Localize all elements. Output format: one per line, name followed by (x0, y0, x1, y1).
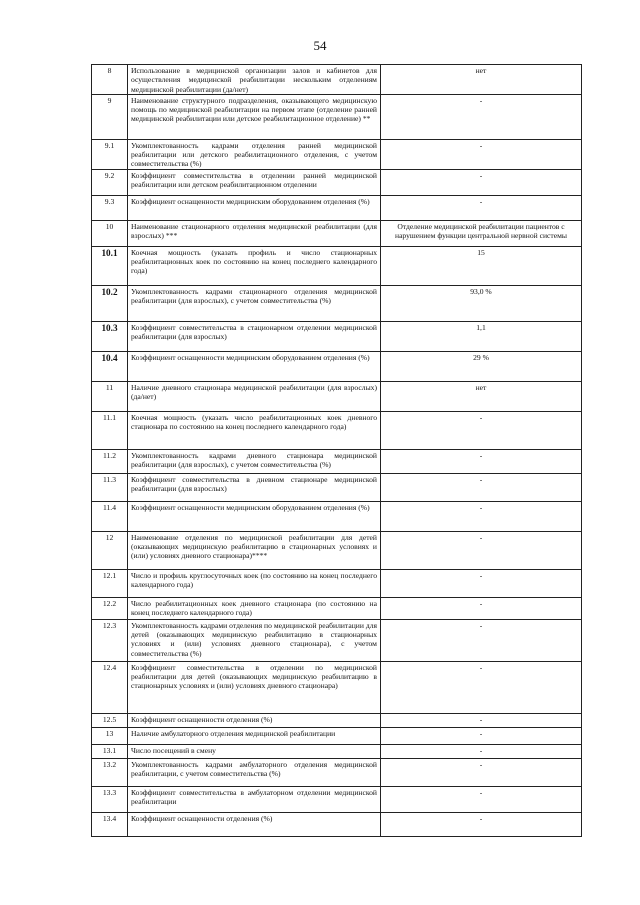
indicator-name: Коечная мощность (указать число реабилитационных коек дневного стационара по состоянию на конец последнего календарного года) (128, 411, 381, 449)
table-body (92, 65, 582, 837)
row-number: 11 (92, 381, 128, 411)
row-number: 12.1 (92, 569, 128, 597)
row-number: 9.1 (92, 139, 128, 169)
table-row (92, 758, 582, 786)
table-row (92, 531, 582, 569)
indicator-value: нет (381, 381, 582, 411)
table-row (92, 727, 582, 744)
indicator-value: - (381, 531, 582, 569)
table-row (92, 169, 582, 195)
table-row (92, 411, 582, 449)
row-number: 13.2 (92, 758, 128, 786)
table-row (92, 195, 582, 220)
indicator-value: - (381, 661, 582, 713)
indicator-name: Наименование структурного подразделения, оказывающего медицинскую помощь по медицинской реабилитации на первом этапе (отделение ранней медицинской реабилитации или детское реабилитационное отделение) ** (128, 94, 381, 139)
indicator-name: Коэффициент оснащенности отделения (%) (128, 812, 381, 836)
indicator-name: Коэффициент совместительства в отделении по медицинской реабилитации для детей (оказывающих медицинскую реабилитацию в стационарных условиях и (или) условиях дневного стационара) (128, 661, 381, 713)
table-row (92, 285, 582, 321)
table-row (92, 569, 582, 597)
indicator-name: Коэффициент совместительства в дневном стационаре медицинской реабилитации (для взрослых) (128, 473, 381, 501)
indicator-name: Коэффициент оснащенности медицинским оборудованием отделения (%) (128, 501, 381, 531)
indicator-value: - (381, 139, 582, 169)
table-row (92, 246, 582, 285)
row-number: 13 (92, 727, 128, 744)
row-number: 11.1 (92, 411, 128, 449)
row-number: 11.3 (92, 473, 128, 501)
indicator-name: Укомплектованность кадрами дневного стационара медицинской реабилитации (для взрослых), с учетом совместительства (%) (128, 449, 381, 473)
indicator-value: - (381, 569, 582, 597)
row-number: 11.4 (92, 501, 128, 531)
indicator-name: Коэффициент совместительства в амбулаторном отделении медицинской реабилитации (128, 786, 381, 812)
indicator-value: - (381, 812, 582, 836)
row-number: 10 (92, 220, 128, 246)
indicator-name: Укомплектованность кадрами амбулаторного отделения медицинской реабилитации, с учетом совместительства (%) (128, 758, 381, 786)
indicator-name: Наименование стационарного отделения медицинской реабилитации (для взрослых) *** (128, 220, 381, 246)
indicator-name: Число и профиль круглосуточных коек (по состоянию на конец последнего календарного года) (128, 569, 381, 597)
row-number: 12.3 (92, 619, 128, 661)
row-number: 10.4 (92, 351, 128, 381)
indicator-value: - (381, 473, 582, 501)
indicator-value: - (381, 713, 582, 727)
table-row (92, 597, 582, 619)
row-number: 10.2 (92, 285, 128, 321)
table-row (92, 321, 582, 351)
table-row (92, 812, 582, 836)
table-row (92, 65, 582, 95)
table-row (92, 139, 582, 169)
row-number: 8 (92, 65, 128, 95)
indicator-value: - (381, 169, 582, 195)
table-row (92, 661, 582, 713)
indicator-name: Число реабилитационных коек дневного стационара (по состоянию на конец последнего календарного года) (128, 597, 381, 619)
indicator-value: - (381, 94, 582, 139)
indicator-name: Наличие амбулаторного отделения медицинской реабилитации (128, 727, 381, 744)
indicator-value: 1,1 (381, 321, 582, 351)
table-row (92, 351, 582, 381)
table-row (92, 619, 582, 661)
indicator-value: - (381, 597, 582, 619)
indicator-name: Укомплектованность кадрами отделения по медицинской реабилитации для детей (оказывающих медицинскую реабилитацию в стационарных условиях и (или) условиях дневного стационара), с учетом совместительства (%) (128, 619, 381, 661)
indicator-value: - (381, 501, 582, 531)
indicator-name: Коэффициент совместительства в стационарном отделении медицинской реабилитации (для взрослых) (128, 321, 381, 351)
table-row (92, 744, 582, 758)
indicator-name: Коэффициент оснащенности медицинским оборудованием отделения (%) (128, 351, 381, 381)
indicator-name: Коэффициент оснащенности медицинским оборудованием отделения (%) (128, 195, 381, 220)
rehabilitation-table (91, 64, 582, 837)
indicator-name: Использование в медицинской организации залов и кабинетов для осуществления медицинской реабилитации нескольким отделениям медицинской реабилитации (да/нет) (128, 65, 381, 95)
row-number: 11.2 (92, 449, 128, 473)
row-number: 12.4 (92, 661, 128, 713)
row-number: 12.5 (92, 713, 128, 727)
indicator-value: 15 (381, 246, 582, 285)
row-number: 13.1 (92, 744, 128, 758)
indicator-value: - (381, 744, 582, 758)
indicator-name: Наименование отделения по медицинской реабилитации для детей (оказывающих медицинскую реабилитацию в стационарных условиях и (или) условиях дневного стационара)**** (128, 531, 381, 569)
indicator-value: Отделение медицинской реабилитации пациентов с нарушением функции центральной нервной системы (381, 220, 582, 246)
indicator-value: - (381, 786, 582, 812)
indicator-value: - (381, 195, 582, 220)
table-row (92, 381, 582, 411)
indicator-value: - (381, 727, 582, 744)
table-row (92, 473, 582, 501)
indicator-name: Наличие дневного стационара медицинской реабилитации (для взрослых) (да/нет) (128, 381, 381, 411)
row-number: 12 (92, 531, 128, 569)
row-number: 9 (92, 94, 128, 139)
indicator-value: - (381, 411, 582, 449)
table-row (92, 220, 582, 246)
indicator-name: Число посещений в смену (128, 744, 381, 758)
indicator-value: - (381, 758, 582, 786)
row-number: 9.3 (92, 195, 128, 220)
row-number: 9.2 (92, 169, 128, 195)
row-number: 12.2 (92, 597, 128, 619)
table-row (92, 94, 582, 139)
table-row (92, 501, 582, 531)
indicator-name: Коэффициент совместительства в отделении ранней медицинской реабилитации или детском реабилитационном отделении (128, 169, 381, 195)
indicator-name: Укомплектованность кадрами стационарного отделения медицинской реабилитации (для взрослых), с учетом совместительства (%) (128, 285, 381, 321)
indicator-name: Коэффициент оснащенности отделения (%) (128, 713, 381, 727)
indicator-value: 93,0 % (381, 285, 582, 321)
row-number: 13.3 (92, 786, 128, 812)
indicator-name: Укомплектованность кадрами отделения ранней медицинской реабилитации или детского реабилитационного отделения, с учетом совместительства (%) (128, 139, 381, 169)
indicator-value: 29 % (381, 351, 582, 381)
row-number: 10.3 (92, 321, 128, 351)
table-row (92, 713, 582, 727)
table-row (92, 786, 582, 812)
indicator-value: - (381, 619, 582, 661)
indicator-value: нет (381, 65, 582, 95)
page-number: 54 (313, 38, 327, 53)
indicator-name: Коечная мощность (указать профиль и число стационарных реабилитационных коек по состоянию на конец последнего календарного года) (128, 246, 381, 285)
indicator-value: - (381, 449, 582, 473)
row-number: 10.1 (92, 246, 128, 285)
table-row (92, 449, 582, 473)
row-number: 13.4 (92, 812, 128, 836)
